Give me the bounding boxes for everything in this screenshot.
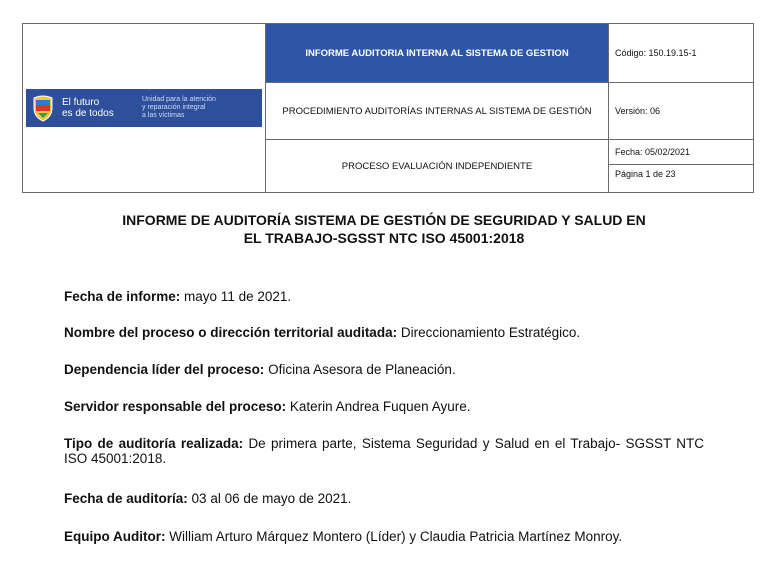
lead-dependency-field [64,362,704,377]
date-page-cell [609,140,754,193]
audited-process-field [64,325,704,340]
audit-type-field [64,436,704,466]
field-value: Katerin Andrea Fuquen Ayure. [289,399,471,414]
doc-version: Versión: 06 [609,83,754,140]
logo-slogan: El futuro es de todos [62,97,114,119]
field-label: Nombre del proceso o dirección territorial auditada: [64,325,398,340]
field-value: Oficina Asesora de Planeación. [268,362,456,377]
responsible-official-field [64,399,704,414]
document-header-table [22,23,754,193]
field-label: Servidor responsable del proceso: [64,399,287,414]
field-label: Fecha de informe: [64,289,181,304]
field-value: William Arturo Márquez Montero (Líder) y Claudia Patricia Martínez Monroy. [169,529,623,544]
report-date-field [64,289,704,304]
field-value: De primera parte, Sistema Seguridad y Salud en el Trabajo- SGSST NTC ISO 45001:2018. [64,436,704,466]
procedure-name: PROCEDIMIENTO AUDITORÍAS INTERNAS AL SISTEMA DE GESTIÓN [266,83,609,140]
field-value: 03 al 06 de mayo de 2021. [191,491,352,506]
audit-team-field [64,529,704,544]
institution-logo [26,89,262,127]
audit-date-field [64,491,704,506]
field-value: Direccionamiento Estratégico. [400,325,581,340]
logo-cell [23,24,266,193]
field-label: Fecha de auditoría: [64,491,188,506]
field-label: Tipo de auditoría realizada: [64,436,244,451]
page-number: Página 1 de 23 [615,169,676,179]
field-label: Equipo Auditor: [64,529,166,544]
process-name: PROCESO EVALUACIÓN INDEPENDIENTE [266,140,609,193]
logo-unit-name: Unidad para la atención y reparación integral a las víctimas [142,96,216,119]
doc-code: Código: 150.19.15-1 [609,24,754,83]
report-title: INFORME DE AUDITORÍA SISTEMA DE GESTIÓN DE SEGURIDAD Y SALUD EN EL TRABAJO-SGSST NTC ISO 45001:2018 [122,212,646,246]
doc-date: Fecha: 05/02/2021 [609,140,753,165]
field-value: mayo 11 de 2021. [184,289,292,304]
colombia-coat-of-arms-icon [32,94,54,122]
field-label: Dependencia líder del proceso: [64,362,265,377]
doc-type-title: INFORME AUDITORIA INTERNA AL SISTEMA DE GESTION [266,24,609,83]
